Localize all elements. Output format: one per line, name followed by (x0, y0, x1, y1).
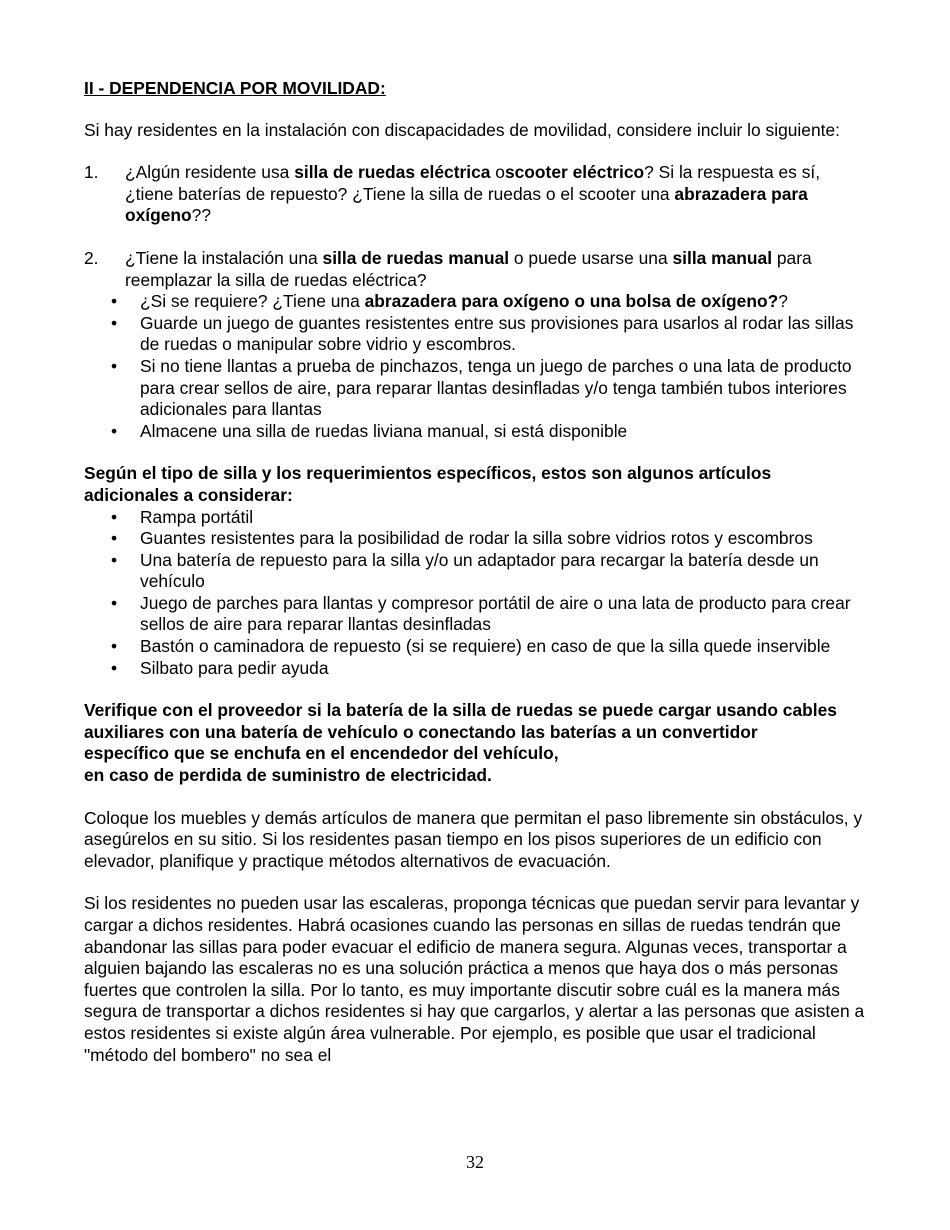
list-item: • Juego de parches para llantas y compresor portátil de aire o una lata de producto para crear sellos de aire para reparar llantas desinfladas (111, 592, 851, 635)
list-item: • Guantes resistentes para la posibilidad de rodar la silla sobre vidrios rotos y escombros (111, 528, 813, 549)
list-item: • ¿Si se requiere? ¿Tiene una abrazadera para oxígeno o una bolsa de oxígeno?? (111, 291, 788, 312)
bullet-icon: • (111, 528, 118, 549)
stairs-paragraph: Si los residentes no pueden usar las escaleras, proponga técnicas que puedan servir para levantar y cargar a dichos residentes. Habrá ocasiones cuando las personas en sillas de ruedas tendrán que abandonar las sillas para poder evacuar el edificio de manera segura. Algunas veces, transportar a alguien bajando las escaleras no es una solución práctica a menos que haya dos o más personas fuertes que controlen la silla. Por lo tanto, es muy importante discutir sobre cuál es la manera más segura de transportar a dichos residentes si hay que cargarlos, y alertar a las personas que asisten a estos residentes si existe algún área vulnerable. Por ejemplo, es posible que usar el tradicional "método del bombero" no sea el (84, 893, 865, 1065)
list-item: • Almacene una silla de ruedas liviana manual, si está disponible (111, 420, 628, 441)
list-item: • Guarde un juego de guantes resistentes entre sus provisiones para usarlos al rodar las sillas de ruedas o manipular sobre vidrio y escombros. (111, 312, 854, 355)
additional-items-heading: Según el tipo de silla y los requerimientos específicos, estos son algunos artículos adicionales a considerar: (84, 463, 772, 505)
verify-battery-note (84, 700, 869, 786)
page-number: 32 (466, 1152, 484, 1172)
bullet-icon: • (111, 592, 118, 613)
numbered-item-2 (84, 248, 869, 291)
list-item: • Silbato para pedir ayuda (111, 657, 329, 678)
list-item: • Una batería de repuesto para la silla y/o un adaptador para recargar la batería desde un vehículo (111, 549, 819, 592)
bullet-icon: • (111, 312, 118, 333)
numbered-item-1 (84, 162, 869, 227)
item2-bullet-list (84, 291, 869, 442)
item-number: 2. (84, 247, 99, 268)
item-text: ¿Algún residente usa silla de ruedas eléctrica oscooter eléctrico? Si la respuesta es sí, ¿tiene baterías de repuesto? ¿Tiene la silla de ruedas o el scooter una abrazadera para oxígeno?? (125, 162, 821, 226)
bullet-icon: • (111, 291, 118, 312)
bullet-icon: • (111, 506, 118, 527)
list-item: • Bastón o caminadora de repuesto (si se requiere) en caso de que la silla quede inservible (111, 636, 831, 657)
verify-line-2: en caso de perdida de suministro de electricidad. (84, 765, 492, 786)
section-title: II - DEPENDENCIA POR MOVILIDAD: (84, 78, 386, 98)
document-page (84, 78, 869, 1066)
list-item: • Rampa portátil (111, 506, 254, 527)
list-item: • Si no tiene llantas a prueba de pinchazos, tenga un juego de parches o una lata de producto para crear sellos de aire, para reparar llantas desinfladas y/o tenga también tubos interiores adicionales para llantas (111, 355, 852, 420)
verify-line-1: Verifique con el proveedor si la batería de la silla de ruedas se puede cargar usando cables auxiliares con una batería de vehículo o conectando las baterías a un convertidor específico que se enchufa en el encendedor del vehículo, (84, 700, 837, 764)
bullet-icon: • (111, 549, 118, 570)
item-number: 1. (84, 162, 99, 183)
intro-paragraph: Si hay residentes en la instalación con discapacidades de movilidad, considere incluir lo siguiente: (84, 119, 840, 140)
furniture-paragraph: Coloque los muebles y demás artículos de manera que permitan el paso libremente sin obstáculos, y asegúrelos en su sitio. Si los residentes pasan tiempo en los pisos superiores de un edificio con elevador, planifique y practique métodos alternativos de evacuación. (84, 807, 863, 871)
bullet-icon: • (111, 636, 118, 657)
additional-items-list (84, 507, 869, 680)
bullet-icon: • (111, 657, 118, 678)
item-text: ¿Tiene la instalación una silla de ruedas manual o puede usarse una silla manual para reemplazar la silla de ruedas eléctrica? (125, 247, 812, 290)
bullet-icon: • (111, 355, 118, 376)
bullet-icon: • (111, 420, 118, 441)
